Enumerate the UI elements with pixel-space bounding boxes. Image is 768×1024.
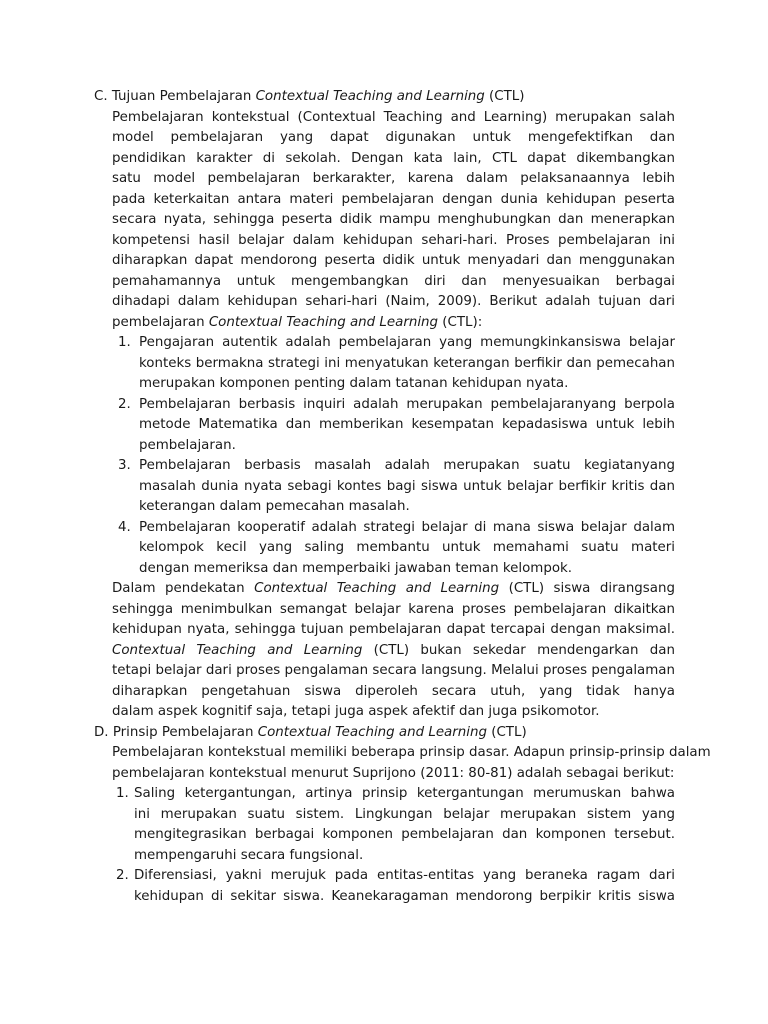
text-line [94,723,527,744]
text-line: dengan memeriksa dan memperbaiki jawaban teman kelompok. [139,560,573,576]
text-line: masalah dunia nyata sebagi kontes bagi siswa untuk belajar berfikir kritis dan [139,478,675,494]
paragraph-line [0,313,768,334]
text-line: pendidikan karakter di sekolah. Dengan kata lain, CTL dapat dikembangkan [112,150,675,166]
text-line: kompetensi hasil belajar dalam kehidupan sehari-hari. Proses pembelajaran ini [112,232,675,248]
italic-term: Contextual Teaching and Learning [254,581,500,596]
text-line: merupakan komponen penting dalam tatanan kehidupan nyata. [139,376,569,391]
list-item-line [0,436,768,457]
list-item-line [0,477,768,498]
list-number: 3. [118,458,131,473]
list-item [0,333,768,354]
text-line: model pembelajaran yang dapat digunakan untuk mengefektifkan dan [112,130,675,145]
text: (CTL): [438,314,483,330]
text-line: Pembelajaran kontekstual (Contextual Teaching and Learning) merupakan salah [112,109,675,125]
list-number: 2. [116,868,129,883]
text: Dalam pendekatan [112,581,255,596]
paragraph-line [0,169,768,190]
text-line: pembelajaran kontekstual menurut Suprijono (2011: 80-81) adalah sebagai berikut: [112,765,675,781]
text-line: satu model pembelajaran berkarakter, karena dalam pelaksanaannya lebih [112,171,675,186]
paragraph-line [0,764,768,785]
text-line [112,641,675,662]
list-item [0,518,768,539]
heading-text: C. Tujuan Pembelajaran [94,89,256,104]
list-item-line [0,887,768,908]
paragraph-line [0,210,768,231]
text-line: diharapkan pengetahuan siswa diperoleh secara utuh, yang tidak hanya [112,683,675,699]
paragraph-line [0,190,768,211]
list-number: 4. [118,519,131,535]
text-line: Pembelajaran kontekstual memiliki beberapa prinsip dasar. Adapun prinsip-prinsip dalam [112,745,711,760]
heading-text: D. Prinsip Pembelajaran [94,724,258,740]
text-line [112,313,482,334]
list-item-line [0,538,768,559]
text-line: dalam aspek kognitif saja, tetapi juga aspek afektif dan juga psikomotor. [112,704,600,719]
text-line: secara nyata, sehingga peserta didik mampu menghubungkan dan menerapkan [112,212,675,227]
text-line [94,87,524,108]
text-line: metode Matematika dan memberikan kesempatan kepadasiswa untuk lebih [139,417,675,432]
paragraph-line [0,661,768,682]
paragraph-line [0,231,768,252]
text: (CTL) siswa dirangsang [508,581,675,596]
text-line: kehidupan nyata, sehingga tujuan pembelajaran dapat tercapai dengan maksimal. [112,622,675,637]
text-line: Pembelajaran kooperatif adalah strategi belajar di mana siswa belajar dalam [139,519,675,535]
list-item-line [0,374,768,395]
text-line: pada keterkaitan antara materi pembelajaran dengan dunia kehidupan peserta [112,191,675,207]
text-line: kelompok kecil yang saling membantu untuk memahami suatu materi [139,540,675,555]
section-c-heading [0,87,768,108]
text-line: tetapi belajar dari proses pengalaman secara langsung. Melalui proses pengalaman [112,663,675,678]
paragraph-line [0,641,768,662]
text-line: keterangan dalam pemecahan masalah. [139,499,410,514]
list-item [0,456,768,477]
text-line: Pembelajaran berbasis inquiri adalah merupakan pembelajaranyang berpola [139,396,675,412]
text-line: mempengaruhi secara fungsional. [134,847,364,863]
list-item-line [0,825,768,846]
list-number: 2. [118,396,131,412]
text: pembelajaran [112,314,209,330]
list-item-line [0,354,768,375]
heading-suffix: (CTL) [484,89,525,104]
paragraph-line [0,743,768,764]
list-item-line [0,415,768,436]
paragraph-line [0,702,768,723]
paragraph-line [0,128,768,149]
list-item-line [0,846,768,867]
text-line [112,579,675,600]
section-d-heading [0,723,768,744]
list-number: 1. [118,335,131,350]
text: (CTL) bukan sekedar mendengarkan dan [373,642,675,658]
text-line: Saling ketergantungan, artinya prinsip ketergantungan merumuskan bahwa [134,786,675,801]
text-line: Diferensiasi, yakni merujuk pada entitas-entitas yang beraneka ragam dari [134,868,675,883]
heading-italic: Contextual Teaching and Learning [257,724,487,740]
text-line: sehingga menimbulkan semangat belajar karena proses pembelajaran dikaitkan [112,601,675,617]
text-line: Pengajaran autentik adalah pembelajaran yang memungkinkansiswa belajar [139,335,675,350]
italic-term: Contextual Teaching and Learning [112,642,363,658]
paragraph-line [0,149,768,170]
text-line: dihadapi dalam kehidupan sehari-hari (Naim, 2009). Berikut adalah tujuan dari [112,294,675,309]
text-line: diharapkan dapat mendorong peserta didik untuk menyadari dan menggunakan [112,253,675,268]
italic-term: Contextual Teaching and Learning [208,314,439,330]
text-line: pembelajaran. [139,437,236,453]
list-item-line [0,805,768,826]
paragraph-line [0,620,768,641]
list-item [0,866,768,887]
text-line: konteks bermakna strategi ini menyatukan keterangan berfikir dan pemecahan [139,355,675,371]
paragraph-line [0,251,768,272]
text-line: kehidupan di sekitar siswa. Keanekaragaman mendorong berpikir kritis siswa [134,888,675,904]
list-item [0,784,768,805]
list-item [0,395,768,416]
heading-italic: Contextual Teaching and Learning [255,89,485,104]
paragraph-line [0,108,768,129]
list-item-line [0,559,768,580]
text-line: ini merupakan suatu sistem. Lingkungan belajar merupakan sistem yang [134,806,675,822]
paragraph-line [0,600,768,621]
paragraph-line [0,292,768,313]
paragraph-line [0,272,768,293]
list-number: 1. [116,786,129,801]
text-line: mengitegrasikan berbagai komponen pembelajaran dan komponen tersebut. [134,827,675,842]
text-line: Pembelajaran berbasis masalah adalah merupakan suatu kegiatanyang [139,458,675,473]
document-body [0,87,768,907]
paragraph-line [0,682,768,703]
paragraph-line [0,579,768,600]
heading-suffix: (CTL) [486,724,527,740]
list-item-line [0,497,768,518]
text-line: pemahamannya untuk mengembangkan diri dan menyesuaikan berbagai [112,273,675,289]
